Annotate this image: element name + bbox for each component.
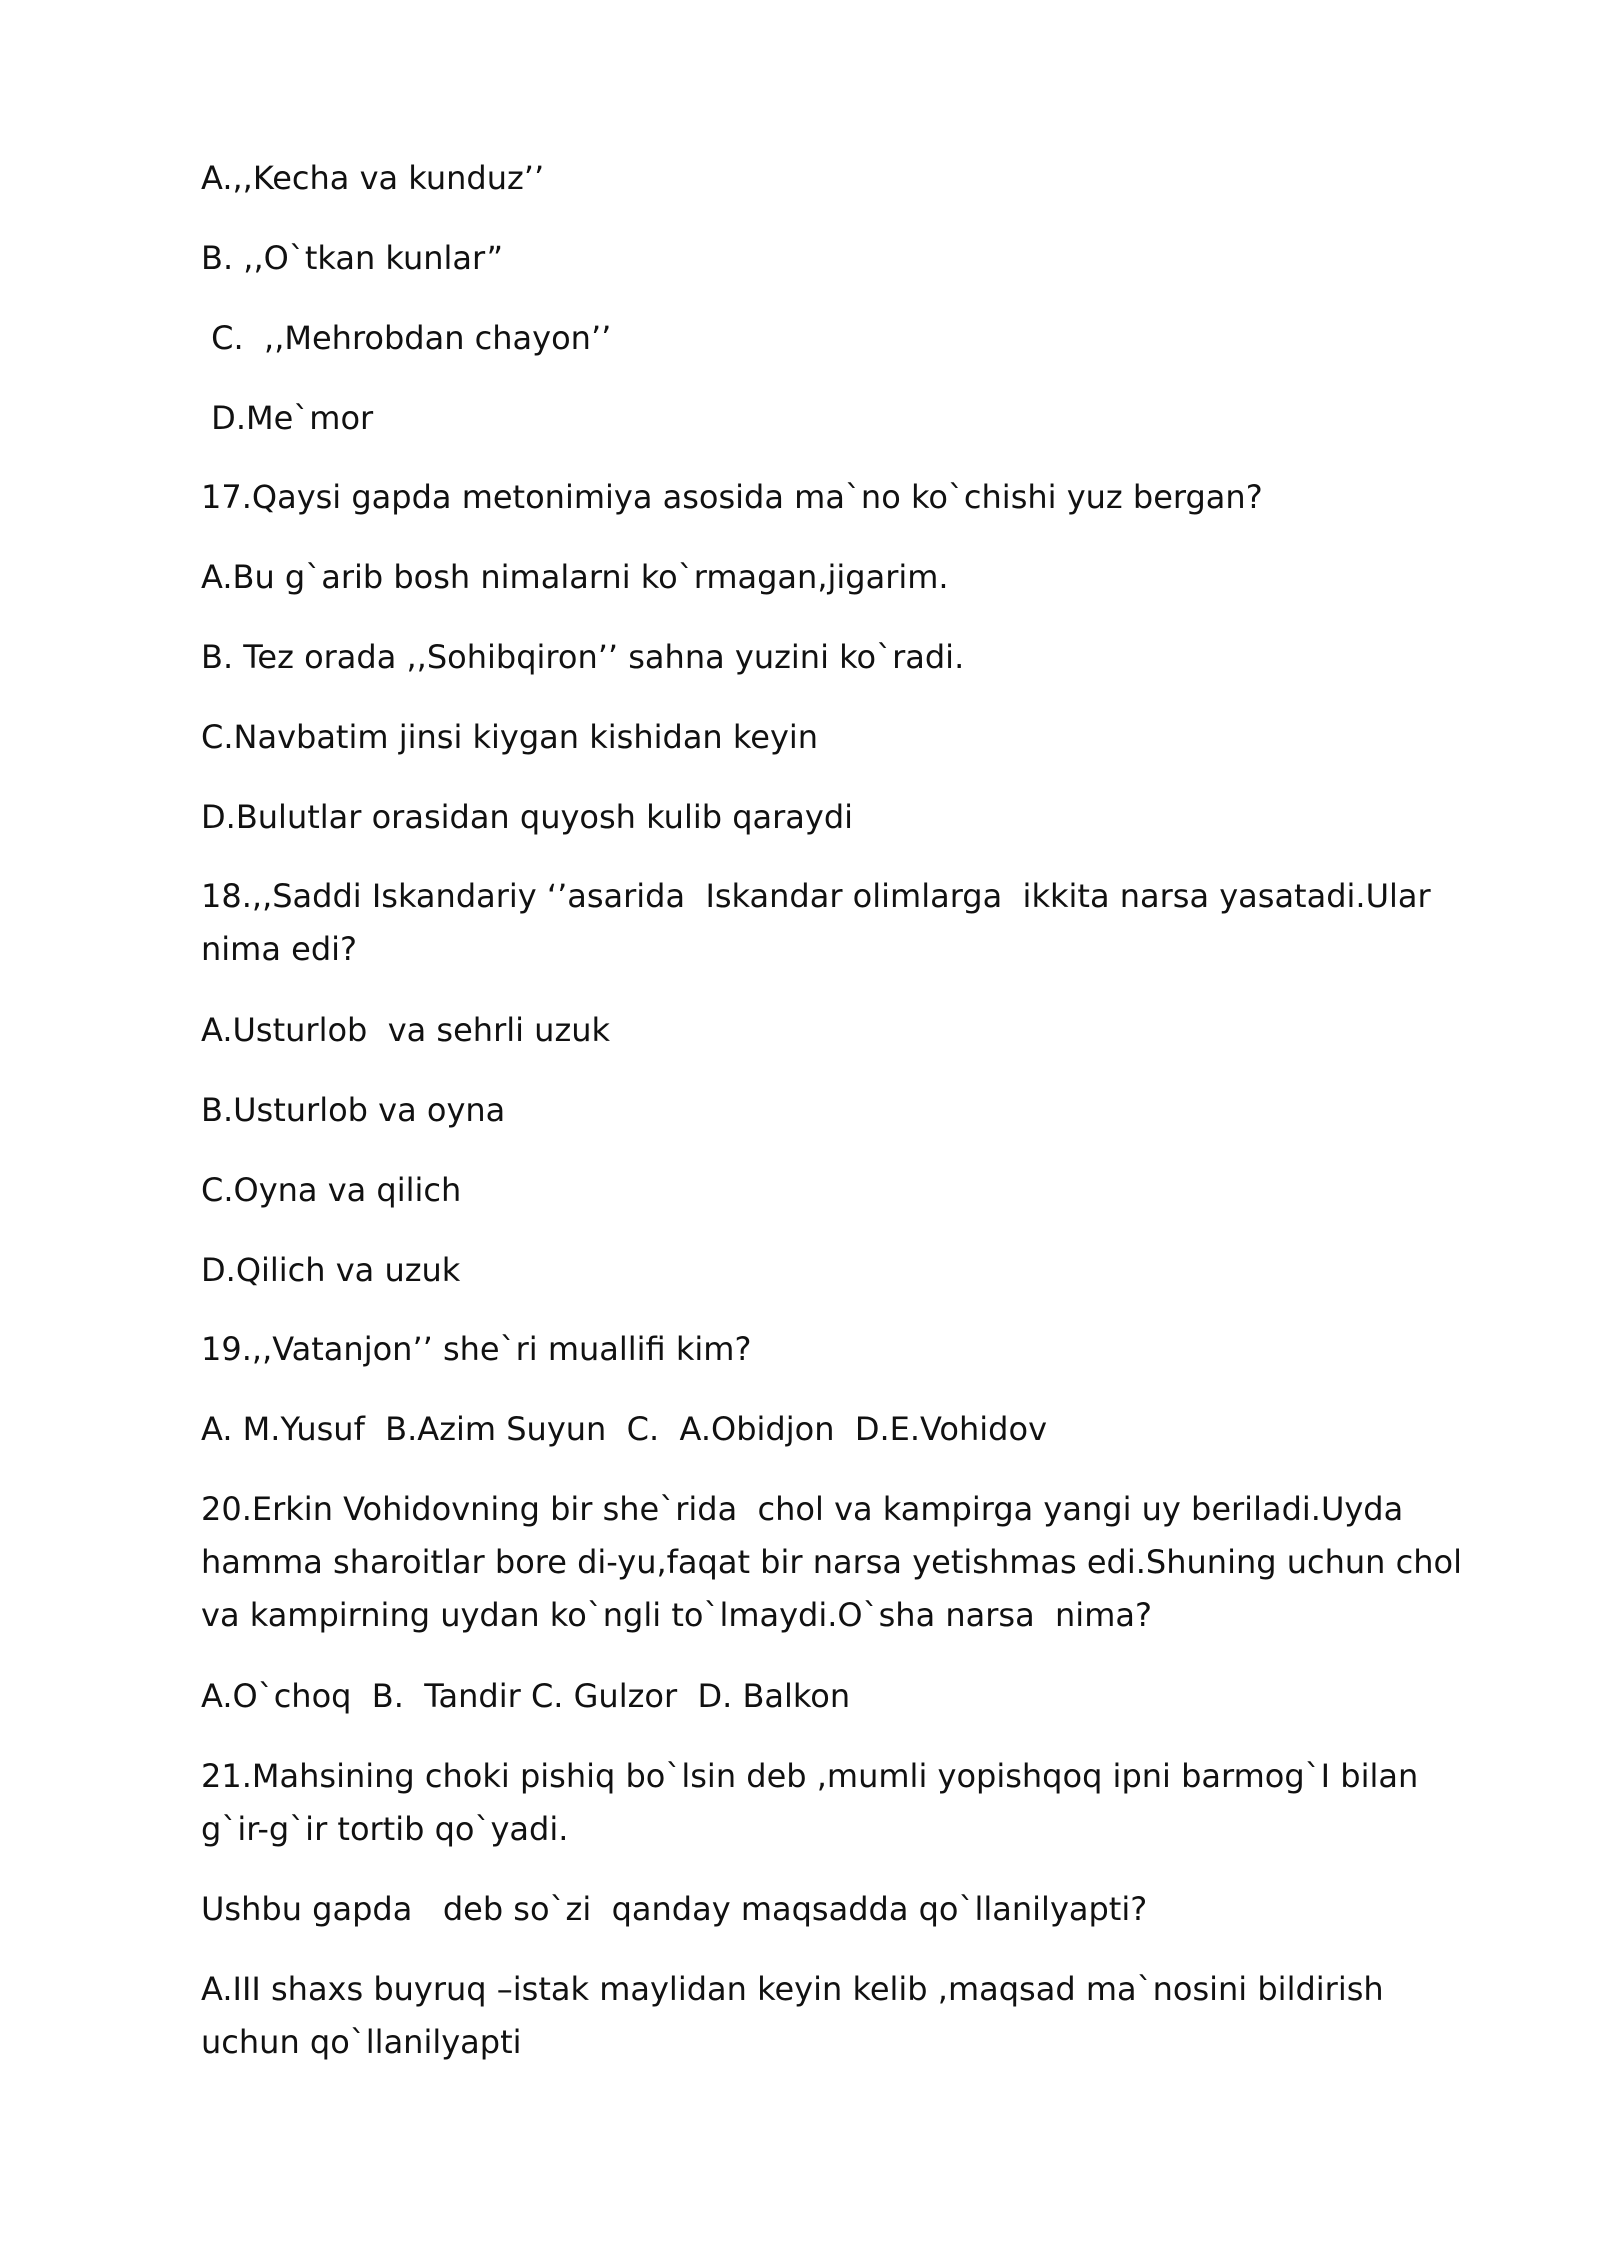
question-20: 20.Erkin Vohidovning bir she`rida chol va kampirga yangi uy beriladi.Uyda hamma sharoitlar bore di-yu,faqat bir narsa yetishmas edi.Shuning uchun chol va kampirning uydan ko`ngli to`lmaydi.O`sha narsa nima? xyxy=(201,1490,1473,1634)
answer-option-b: B. ,,O`tkan kunlar” xyxy=(201,239,504,277)
question-18-option-a: A.Usturlob va sehrli uzuk xyxy=(201,1011,611,1049)
question-18-option-d: D.Qilich va uzuk xyxy=(201,1251,461,1289)
question-17: 17.Qaysi gapda metonimiya asosida ma`no ko`chishi yuz bergan? xyxy=(201,478,1263,516)
answer-option-a: A.,,Kecha va kunduz’’ xyxy=(201,159,545,197)
question-17-option-d: D.Bulutlar orasidan quyosh kulib qaraydi xyxy=(201,798,854,836)
question-17-option-b: B. Tez orada ,,Sohibqiron’’ sahna yuzini ko`radi. xyxy=(201,638,965,676)
question-17-option-c: C.Navbatim jinsi kiygan kishidan keyin xyxy=(201,718,819,756)
question-21-option-a: A.III shaxs buyruq –istak maylidan keyin kelib ,maqsad ma`nosini bildirish uchun qo`llanilyapti xyxy=(201,1970,1394,2061)
answer-option-c: C. ,,Mehrobdan chayon’’ xyxy=(201,319,612,357)
question-19: 19.,,Vatanjon’’ she`ri muallifi kim? xyxy=(201,1330,752,1368)
question-20-options: A.O`choq B. Tandir C. Gulzor D. Balkon xyxy=(201,1677,851,1715)
question-18-option-c: C.Oyna va qilich xyxy=(201,1171,462,1209)
question-17-option-a: A.Bu g`arib bosh nimalarni ko`rmagan,jigarim. xyxy=(201,558,949,596)
answer-option-d: D.Me`mor xyxy=(201,399,374,437)
question-21: 21.Mahsining choki pishiq bo`lsin deb ,mumli yopishqoq ipni barmog`I bilan g`ir-g`ir tortib qo`yadi. xyxy=(201,1757,1429,1848)
question-18-option-b: B.Usturlob va oyna xyxy=(201,1091,506,1129)
question-19-options: A. M.Yusuf B.Azim Suyun C. A.Obidjon D.E.Vohidov xyxy=(201,1410,1047,1448)
question-21-prompt: Ushbu gapda deb so`zi qanday maqsadda qo`llanilyapti? xyxy=(201,1890,1148,1928)
question-18: 18.,,Saddi Iskandariy ‘’asarida Iskandar olimlarga ikkita narsa yasatadi.Ular nima edi? xyxy=(201,877,1441,968)
